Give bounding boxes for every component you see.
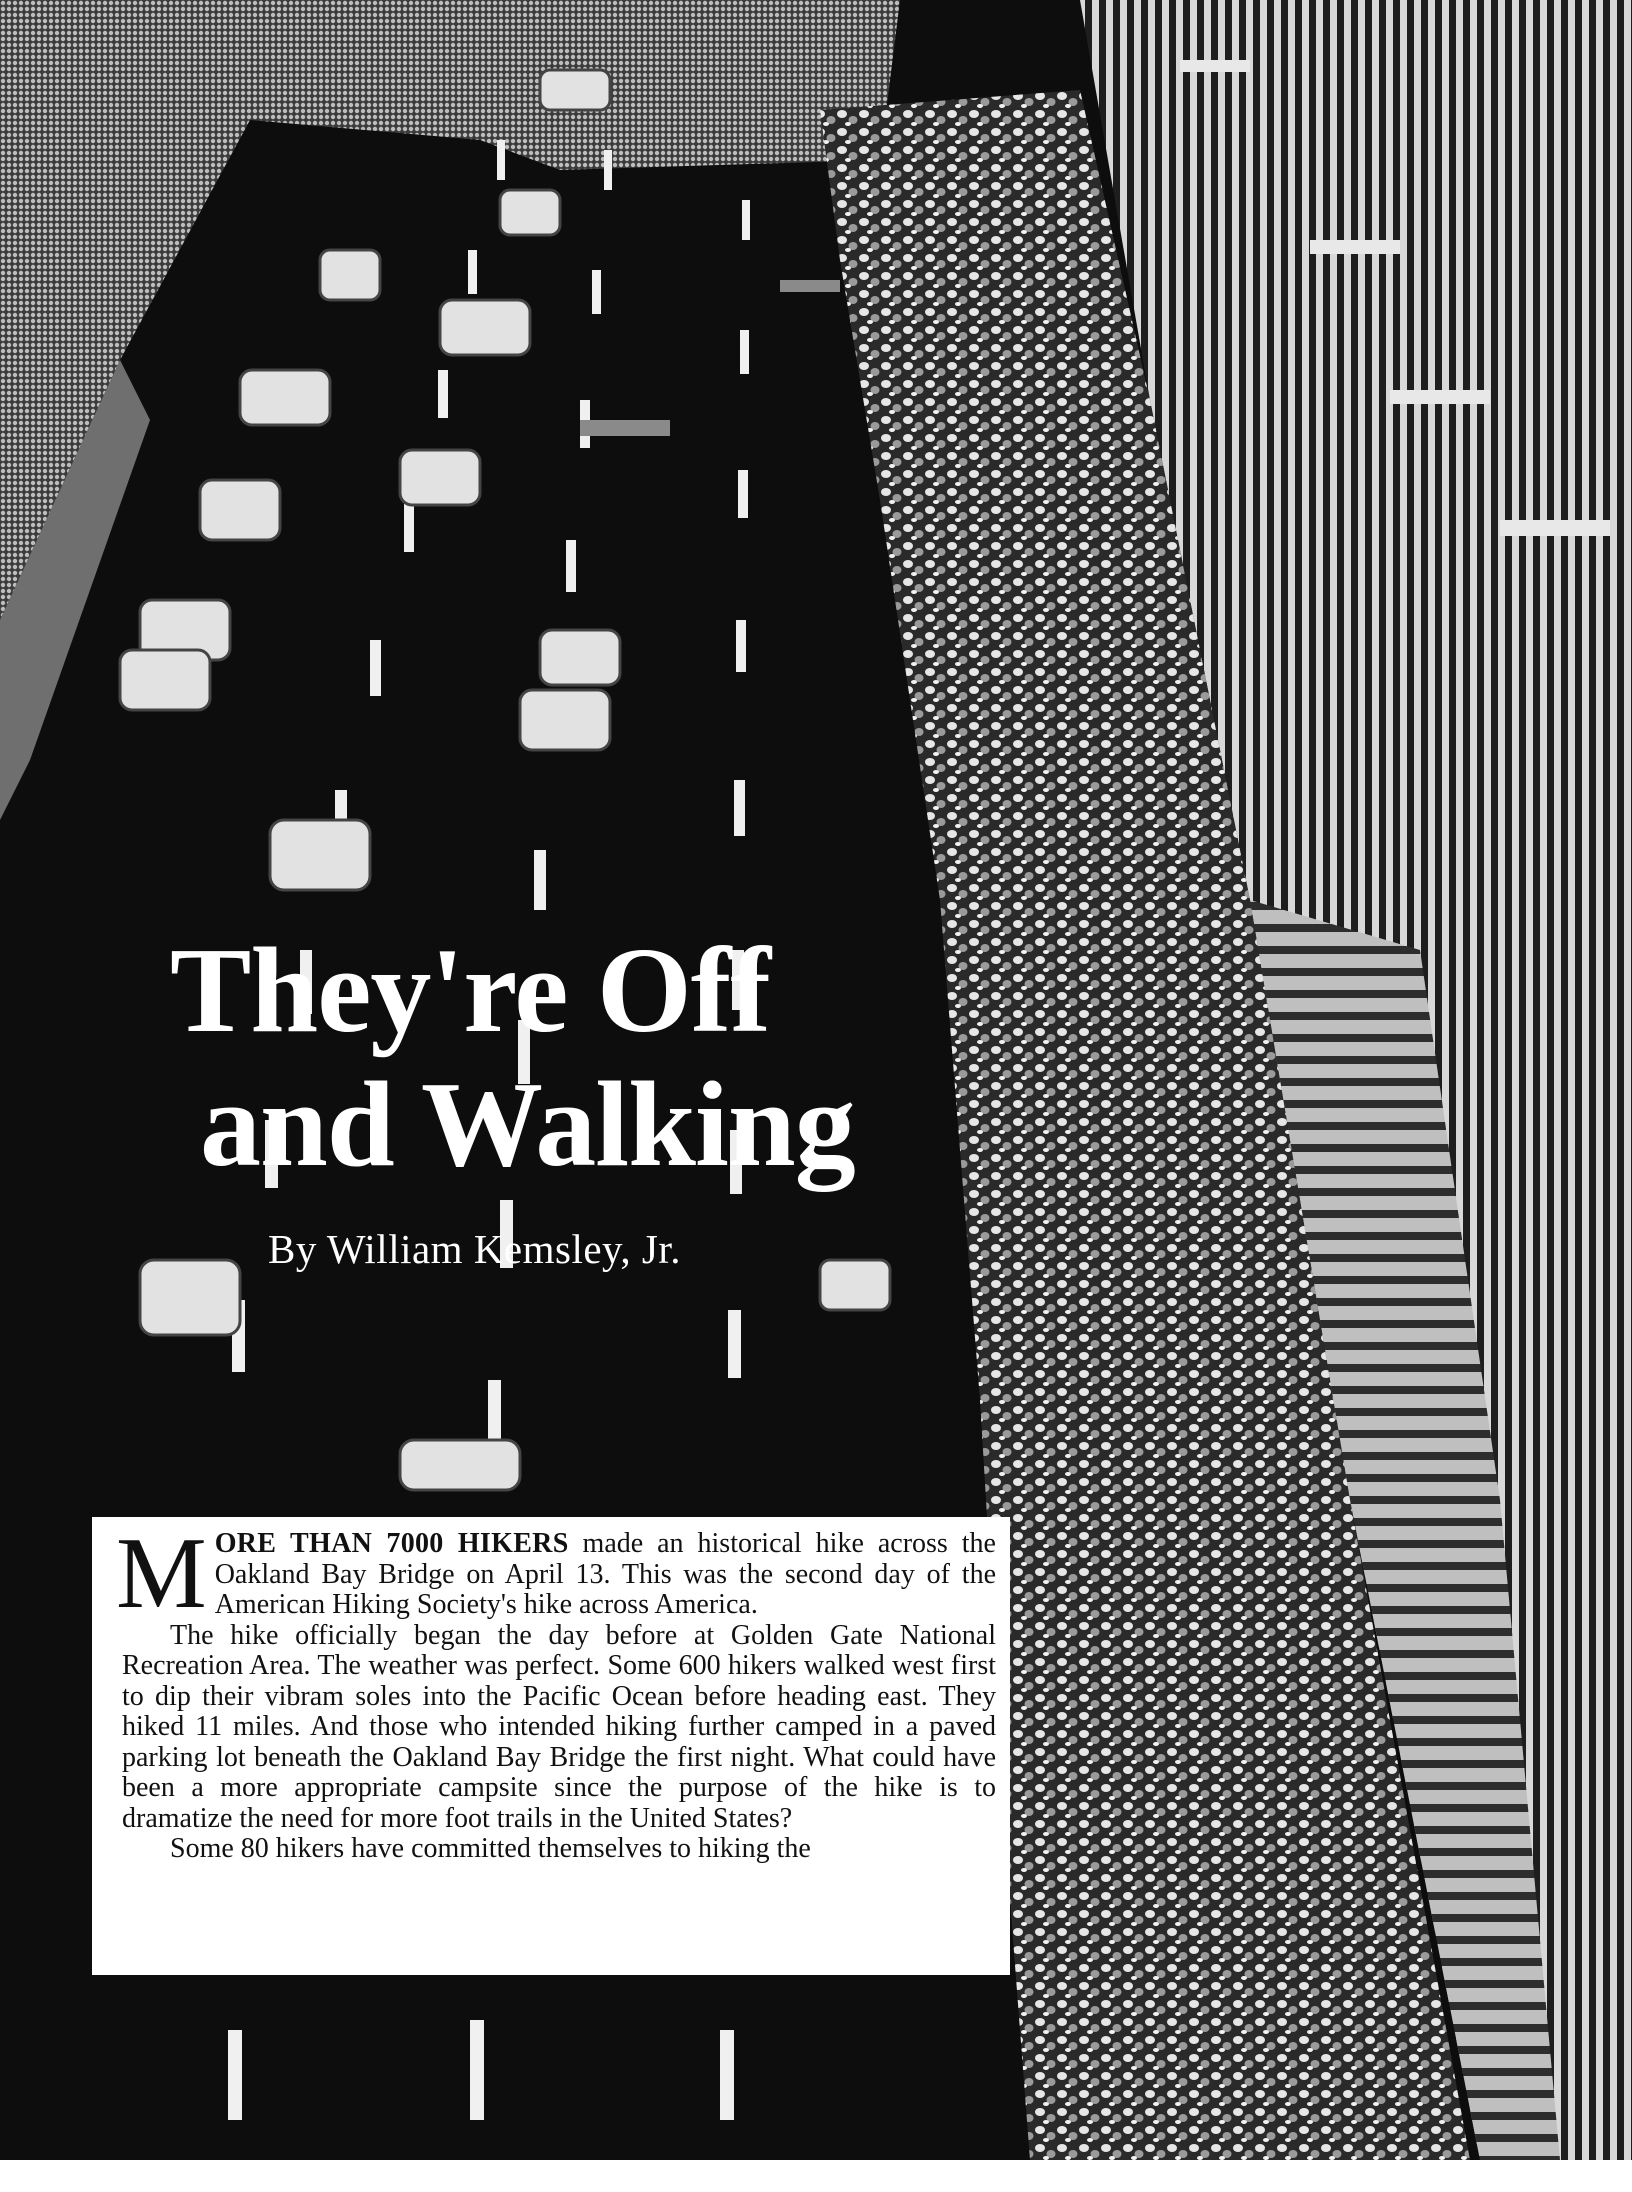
article-headline <box>170 923 855 1192</box>
paragraph-1-text: made an historical hike across the Oakland Bay Bridge on April 13. This was the second day of the American Hiking Society's hike across America. <box>214 1528 996 1620</box>
page-bottom-margin <box>0 2160 1632 2192</box>
drop-cap: M <box>116 1517 207 1630</box>
paragraph-2: The hike officially began the day before at Golden Gate National Recreation Area. The weather was perfect. Some 600 hikers walked west first to dip their vibram soles into the Pacific Ocean before heading east. They hiked 11 miles. And those who intended hiking further camped in a paved parking lot beneath the Oakland Bay Bridge the first night. What could have been a more appropriate campsite since the purpose of the hike is to dramatize the need for more foot trails in the United States? <box>122 1619 996 1834</box>
lead-caps: ORE THAN 7000 HIKERS <box>214 1528 569 1559</box>
headline-line-1: They're Off <box>170 923 771 1058</box>
paragraph-3: Some 80 hikers have committed themselves to hiking the <box>170 1833 811 1864</box>
byline: By William Kemsley, Jr. <box>268 1226 681 1272</box>
headline-line-2: and Walking <box>200 1057 855 1192</box>
article-text-box <box>92 1517 1010 1975</box>
paragraph-1 <box>116 1517 996 1630</box>
